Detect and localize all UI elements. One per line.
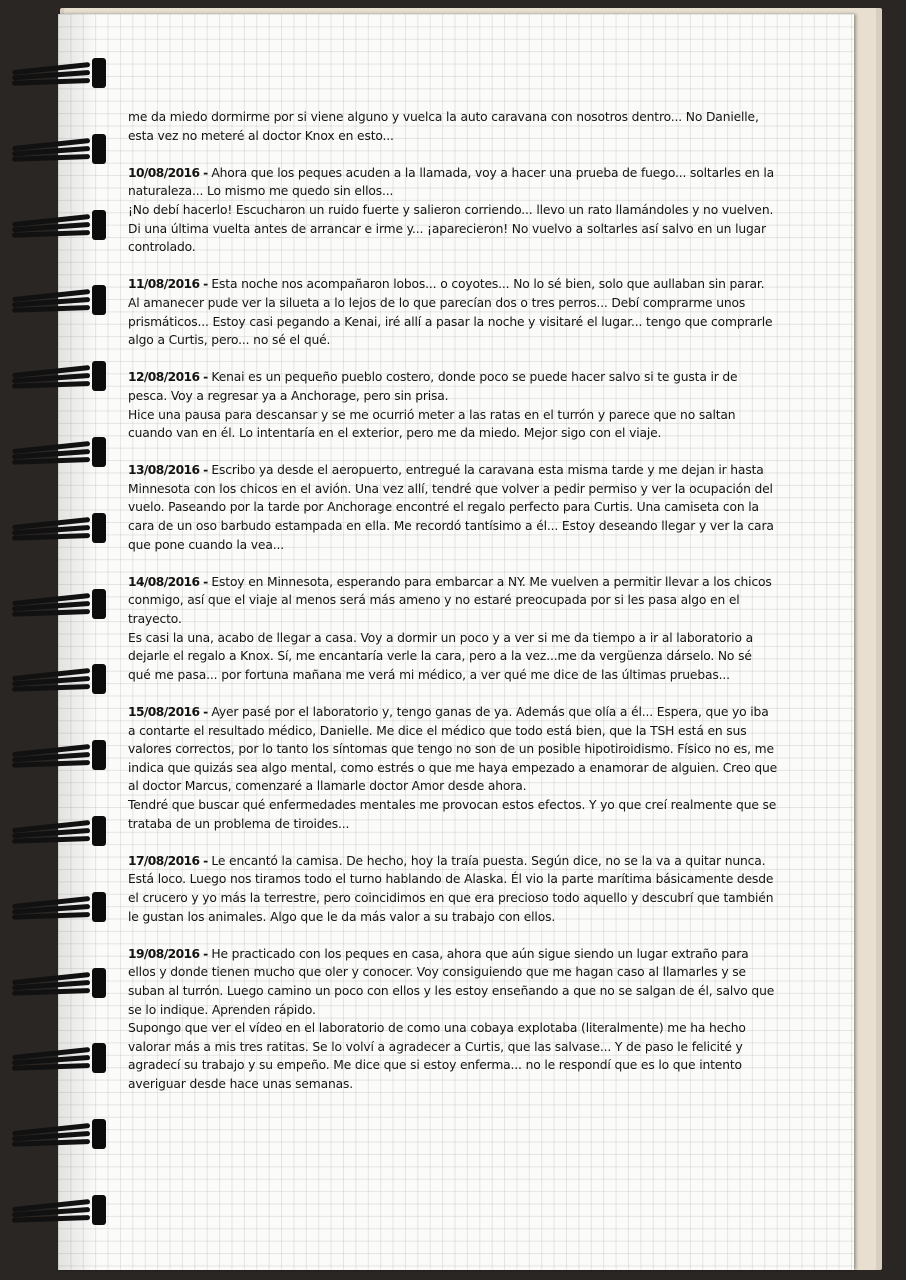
binding-hole: [92, 1195, 106, 1225]
spiral-coil: [12, 1195, 106, 1225]
diary-entry: [128, 368, 778, 442]
spiral-coil: [12, 816, 106, 846]
spiral-coil: [12, 968, 106, 998]
entry-text: Escribo ya desde el aeropuerto, entregué la caravana esta misma tarde y me dejan ir hasta Minnesota con los chicos en el avión. Una vez allí, tendré que volver a pedir permiso y ver la ocupación del vuelo. Paseando por la tarde por Anchorage encontré el regalo perfecto para Curtis. Una camiseta con la cara de un oso barbudo estampada en ella. Me recordó tantísimo a él... Estoy deseando llegar y ver la cara que pone cuando la vea...: [128, 463, 774, 552]
entry-date: 19/08/2016 -: [128, 946, 208, 961]
entry-text: Le encantó la camisa. De hecho, hoy la traía puesta. Según dice, no se la va a quitar nunca. Está loco. Luego nos tiramos todo el turno hablando de Alaska. Él vio la parte marítima básicamente desde el crucero y yo más la terrestre, pero coincidimos en que era precioso todo aquello y descubrí que también le gustan los animales. Algo que le da más valor a su trabajo con ellos.: [128, 853, 774, 924]
spiral-coil: [12, 513, 106, 543]
entry-text: ¡No debí hacerlo! Escucharon un ruido fuerte y salieron corriendo... llevo un rato llamándoles y no vuelven. Di una última vuelta antes de arrancar e irme y... ¡aparecieron! No vuelvo a soltarles así salvo en un lugar controlado.: [128, 202, 774, 255]
diary-entry: [128, 275, 778, 349]
spiral-coil: [12, 58, 106, 88]
binding-hole: [92, 892, 106, 922]
entry-date: 11/08/2016 -: [128, 277, 208, 292]
spiral-coil: [12, 1043, 106, 1073]
binding-hole: [92, 589, 106, 619]
entry-text: Estoy en Minnesota, esperando para embarcar a NY. Me vuelven a permitir llevar a los chicos conmigo, así que el viaje al menos será más ameno y no estaré preocupada por si les pasa algo en el trayecto.: [128, 574, 772, 627]
entry-text: Esta noche nos acompañaron lobos... o coyotes... No lo sé bien, solo que aullaban sin parar. Al amanecer pude ver la silueta a lo lejos de lo que parecían dos o tres perros... Debí comprarme unos prismáticos... Estoy casi pegando a Kenai, iré allí a pasar la noche y visitaré el lugar... tengo que comprarle algo a Curtis, pero... no sé el qué.: [128, 277, 773, 348]
binding-hole: [92, 210, 106, 240]
entry-paragraph: [128, 1019, 778, 1093]
entry-text: me da miedo dormirme por si viene alguno y vuelca la auto caravana con nosotros dentro... No Danielle, esta vez no meteré al doctor Knox en esto...: [128, 110, 759, 143]
entry-paragraph: [128, 461, 778, 554]
entry-paragraph: [128, 275, 778, 349]
diary-text: [128, 108, 778, 1112]
spiral-coil: [12, 1119, 106, 1149]
binding-hole: [92, 437, 106, 467]
binding-hole: [92, 1043, 106, 1073]
diary-entry: [128, 852, 778, 926]
diary-entry: [128, 164, 778, 257]
diary-entry: [128, 108, 778, 145]
spiral-coil: [12, 361, 106, 391]
binding-hole: [92, 740, 106, 770]
diary-entry: [128, 573, 778, 685]
entry-date: 14/08/2016 -: [128, 574, 208, 589]
binding-hole: [92, 58, 106, 88]
spiral-coil: [12, 285, 106, 315]
spiral-coil: [12, 210, 106, 240]
spiral-coil: [12, 740, 106, 770]
spiral-coil: [12, 589, 106, 619]
entry-text: He practicado con los peques en casa, ahora que aún sigue siendo un lugar extraño para ellos y donde tienen mucho que oler y conocer. Voy consiguiendo que me hagan caso al llamarles y se suban al turrón. Luego camino un poco con ellos y les estoy enseñando a que no se salgan de él, salvo que se lo indique. Aprenden rápido.: [128, 946, 775, 1017]
spiral-coil: [12, 892, 106, 922]
entry-paragraph: [128, 108, 778, 145]
diary-entry: [128, 461, 778, 554]
entry-paragraph: [128, 703, 778, 796]
binding-hole: [92, 513, 106, 543]
entry-date: 15/08/2016 -: [128, 705, 208, 719]
entry-text: Ahora que los peques acuden a la llamada, voy a hacer una prueba de fuego... soltarles en la naturaleza... Lo mismo me quedo sin ellos...: [128, 165, 775, 199]
entry-text: Supongo que ver el vídeo en el laboratorio de como una cobaya explotaba (literalmente) me ha hecho valorar más a mis tres ratitas. Se lo volví a agradecer a Curtis, que las salvase... Y de paso le felicité y agradecí su trabajo y su empeño. Me dice que si estoy enferma... no le respondí que es lo que intento averiguar desde hace unas semanas.: [128, 1021, 746, 1091]
entry-paragraph: [128, 573, 778, 629]
binding-hole: [92, 1119, 106, 1149]
entry-text: Tendré que buscar qué enfermedades mentales me provocan estos efectos. Y yo que creí realmente que se trataba de un problema de tiroides...: [128, 797, 777, 831]
spiral-coil: [12, 664, 106, 694]
diary-entry: [128, 945, 778, 1094]
binding-hole: [92, 816, 106, 846]
entry-date: 12/08/2016 -: [128, 370, 208, 385]
spiral-coil: [12, 437, 106, 467]
diary-entry: [128, 703, 778, 833]
entry-paragraph: [128, 945, 778, 1019]
binding-hole: [92, 285, 106, 315]
entry-paragraph: [128, 406, 778, 443]
entry-text: Kenai es un pequeño pueblo costero, donde poco se puede hacer salvo si te gusta ir de pesca. Voy a regresar ya a Anchorage, pero sin prisa.: [128, 370, 738, 403]
spiral-binding: [0, 0, 110, 1280]
entry-text: Es casi la una, acabo de llegar a casa. Voy a dormir un poco y a ver si me da tiempo a ir al laboratorio a dejarle el regalo a Knox. Sí, me encantaría verle la cara, pero a la vez...me da vergüenza dárselo. No sé qué me pasa... por fortuna mañana me verá mi médico, a ver qué me dice de las últimas pruebas...: [128, 630, 753, 682]
spiral-coil: [12, 134, 106, 164]
entry-paragraph: [128, 164, 778, 201]
entry-date: 13/08/2016 -: [128, 463, 208, 478]
entry-paragraph: [128, 629, 778, 685]
binding-hole: [92, 134, 106, 164]
entry-date: 10/08/2016 -: [128, 165, 208, 180]
binding-hole: [92, 664, 106, 694]
entry-text: Hice una pausa para descansar y se me ocurrió meter a las ratas en el turrón y parece que no saltan cuando van en él. Lo intentaría en el exterior, pero me da miedo. Mejor sigo con el viaje.: [128, 407, 736, 441]
binding-hole: [92, 361, 106, 391]
entry-paragraph: [128, 796, 778, 833]
entry-paragraph: [128, 201, 778, 257]
binding-hole: [92, 968, 106, 998]
entry-date: 17/08/2016 -: [128, 853, 208, 868]
entry-paragraph: [128, 852, 778, 926]
entry-paragraph: [128, 368, 778, 405]
entry-text: Ayer pasé por el laboratorio y, tengo ganas de ya. Además que olía a él... Espera, que yo iba a contarte el resultado médico, Danielle. Me dice el médico que todo está bien, que la TSH está en sus valores correctos, por lo tanto los síntomas que tengo no son de un posible hipotiroidismo. Físico no es, me indica que quizás sea algo mental, como estrés o que me haya empezado a enamorar de alguien. Creo que al doctor Marcus, comenzaré a llamarle doctor Amor desde ahora.: [128, 705, 778, 794]
